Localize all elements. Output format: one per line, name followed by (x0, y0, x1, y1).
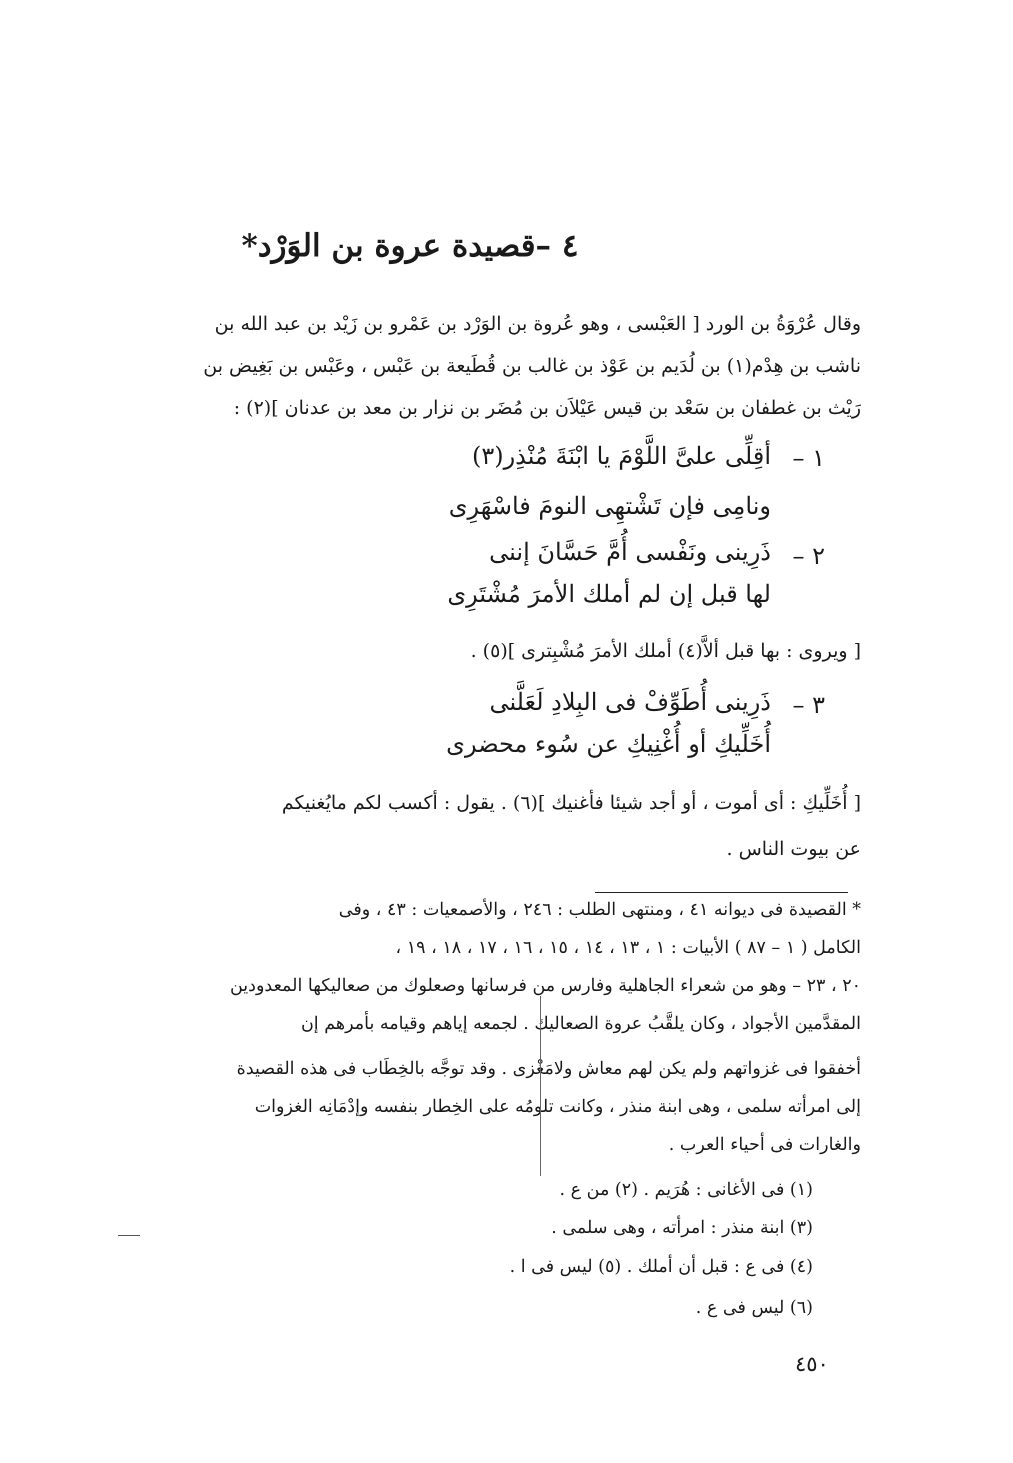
verse-number-3: ٣ – (792, 691, 825, 719)
verse-2-first-hemistich: ذَرِينى ونَفْسى أُمَّ حَسَّانَ إننى (489, 538, 771, 566)
footnote-4-5: (٤) فى ع : قبل أن أملك . (٥) ليس فى ا . (509, 1257, 813, 1277)
gloss-line-1: [ أُخَلِّيكِ : أى أموت ، أو أجد شيئا فأغنيك ](٦) . يقول : أكسب لكم مايُغنيكم (281, 792, 861, 814)
footnote-main-line-1: * القصيدة فى ديوانه ٤١ ، ومنتهى الطلب : ٢٤٦ ، والأصمعيات : ٤٣ ، وفى (338, 900, 861, 920)
intro-line-1: وقال عُرْوَةُ بن الورد [ العَبْسى ، وهو عُروة بن الوَرْد بن عَمْرو بن زَيْد بن عبد الله بن (214, 313, 861, 335)
gloss-line-2: عن بيوت الناس . (726, 838, 861, 860)
margin-mark (118, 1235, 140, 1236)
verse-1-first-hemistich: أقِلِّى علىَّ اللَّوْمَ يا ابْنَةَ مُنْذِر(٣) (471, 442, 771, 470)
verse-number-1: ١ – (792, 444, 825, 472)
intro-line-3: رَيْث بن غطفان بن سَعْد بن قيس عَيْلاَن بن مُضَر بن نزار بن معد بن عدنان ](٢) : (233, 397, 861, 419)
page-number: ٤٥٠ (795, 1352, 829, 1376)
footnote-separator (595, 892, 848, 893)
footnote-main-line-6: إلى امرأته سلمى ، وهى ابنة منذر ، وكانت تلومُه على الخِطار بنفسه وإدْمَانِه الغزوات (254, 1097, 861, 1117)
footnote-main-line-4: المقدَّمين الأجواد ، وكان يلقَّبُ عروة الصعاليك . لجمعه إياهم وقيامه بأمرهم إن (300, 1014, 861, 1034)
verse-number-2: ٢ – (792, 542, 825, 570)
footnote-main-line-3: ٢٠ ، ٢٣ – وهو من شعراء الجاهلية وفارس من فرسانها وصعلوك من صعاليكها المعدودين (229, 976, 861, 996)
poem-title: ٤ –قصيدة عروة بن الوَرْد* (241, 228, 579, 264)
footnote-main-line-5: أخفقوا فى غزواتهم ولم يكن لهم معاش ولامَغْزى . وقد توجَّه بالخِطَاب فى هذه القصيدة (236, 1059, 861, 1079)
variant-reading-note: [ ويروى : بها قبل ألاَّ(٤) أملك الأمرَ مُشْبِترى ](٥) . (470, 640, 861, 662)
verse-3-first-hemistich: ذَرِينى أُطَوِّفْ فى البِلادِ لَعَلَّنى (489, 688, 771, 716)
verse-3-second-hemistich: أُخَلِّيكِ أو أُغْنِيكِ عن سُوء محضرى (446, 730, 771, 758)
footnote-main-line-2: الكامل ( ١ – ٨٧ ) الأبيات : ١ ، ١٣ ، ١٤ ، ١٥ ، ١٦ ، ١٧ ، ١٨ ، ١٩ ، (395, 938, 861, 958)
footnote-6: (٦) ليس فى ع . (695, 1298, 813, 1318)
verse-1-second-hemistich: ونامِى فإن تَشْتهِى النومَ فاسْهَرِى (448, 492, 771, 520)
footnote-main-line-7: والغارات فى أحياء العرب . (668, 1135, 861, 1155)
intro-line-2: ناشب بن هِدْم(١) بن لُدَيم بن عَوْذ بن غالب بن قُطَيعة بن عَبْس ، وعَبْس بن بَغِيض بن (203, 355, 861, 377)
footnote-3: (٣) ابنة منذر : امرأته ، وهى سلمى . (551, 1218, 813, 1238)
verse-2-second-hemistich: لها قبل إن لم أملك الأمرَ مُشْتَرِى (447, 580, 771, 608)
margin-vertical-line (540, 996, 541, 1176)
footnote-1-2: (١) فى الأغانى : هُرَيم . (٢) من ع . (559, 1180, 813, 1200)
